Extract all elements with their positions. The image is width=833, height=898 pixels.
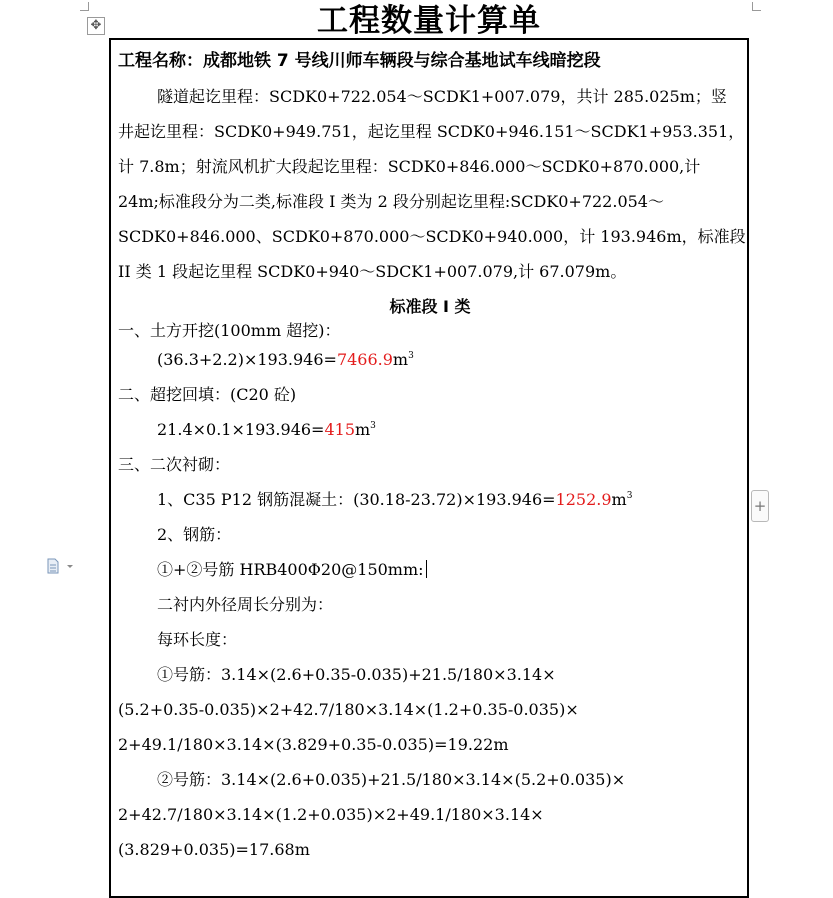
section-3-1-formula: 1、C35 P12 钢筋混凝土：$(30.18-23.72)\times 193.946=1252.9m^3$ — [157, 490, 633, 509]
section-heading: 标准段 I 类 — [389, 297, 471, 316]
rebar-line[interactable]: ①+②号筋 HRB400Φ20@150mm: — [157, 559, 427, 581]
project-name: 工程名称：成都地铁 7 号线川师车辆段与综合基地试车线暗挖段 — [118, 51, 601, 71]
section-2-formula: $21.4\times 0.1\times 193.946=415m^3$ — [157, 420, 376, 439]
rebar-2-line-1: ②号筋：3.14×(2.6+0.035)+21.5/180×3.14×(5.2+0.035)× — [157, 770, 626, 789]
section-2-title: 二、超挖回填：(C20 砼) — [118, 385, 297, 404]
section-3-2-title: 2、钢筋： — [157, 525, 232, 544]
perimeter-line: 二衬内外径周长分别为： — [157, 595, 334, 614]
rebar-1-line-3: 2+49.1/180×3.14×(3.829+0.35-0.035)=19.22m — [118, 735, 509, 754]
section-3-title: 三、二次衬砌： — [118, 455, 231, 474]
rebar-1-line-1: ①号筋：3.14×(2.6+0.35-0.035)+21.5/180×3.14× — [157, 665, 556, 684]
section-2-result: 415 — [324, 420, 355, 439]
rebar-2-line-3: (3.829+0.035)=17.68m — [118, 840, 310, 859]
intro-line-3: 计 7.8m；射流风机扩大段起讫里程：SCDK0+846.000～SCDK0+870.000,计 — [118, 157, 701, 176]
ring-length-label: 每环长度： — [157, 630, 238, 649]
intro-line-5: SCDK0+846.000、SCDK0+870.000～SCDK0+940.000，计 193.946m，标准段 — [118, 227, 746, 246]
section-1-formula: $(36.3+2.2)\times 193.946=7466.9m^3$ — [157, 350, 414, 369]
intro-line-6: II 类 1 段起讫里程 SCDK0+940～SDCK1+007.079,计 67.079m。 — [118, 262, 627, 281]
document-title: 工程数量计算单 — [317, 3, 541, 39]
section-3-1-result: 1252.9 — [555, 490, 612, 509]
text-cursor — [426, 560, 427, 578]
section-1-title: 一、土方开挖(100mm 超挖)： — [118, 321, 341, 340]
intro-line-1: 隧道起讫里程：SCDK0+722.054～SCDK1+007.079，共计 285.025m；竖 — [157, 87, 727, 106]
page-corner-mark-left — [80, 2, 89, 11]
intro-line-2: 井起讫里程：SCDK0+949.751，起讫里程 SCDK0+946.151～SCDK1+953.351， — [118, 122, 745, 141]
section-1-result: 7466.9 — [336, 350, 393, 369]
rebar-2-line-2: 2+42.7/180×3.14×(1.2+0.035)×2+49.1/180×3.14× — [118, 805, 544, 824]
page-corner-mark-right — [752, 2, 761, 11]
move-arrows-icon[interactable]: ✥ — [87, 17, 105, 35]
rebar-1-line-2: (5.2+0.35-0.035)×2+42.7/180×3.14×(1.2+0.35-0.035)× — [118, 700, 579, 719]
plus-icon[interactable]: + — [751, 490, 769, 522]
paste-options-icon[interactable] — [47, 558, 77, 578]
intro-line-4: 24m;标准段分为二类,标准段 I 类为 2 段分别起讫里程:SCDK0+722.054～ — [118, 192, 664, 211]
